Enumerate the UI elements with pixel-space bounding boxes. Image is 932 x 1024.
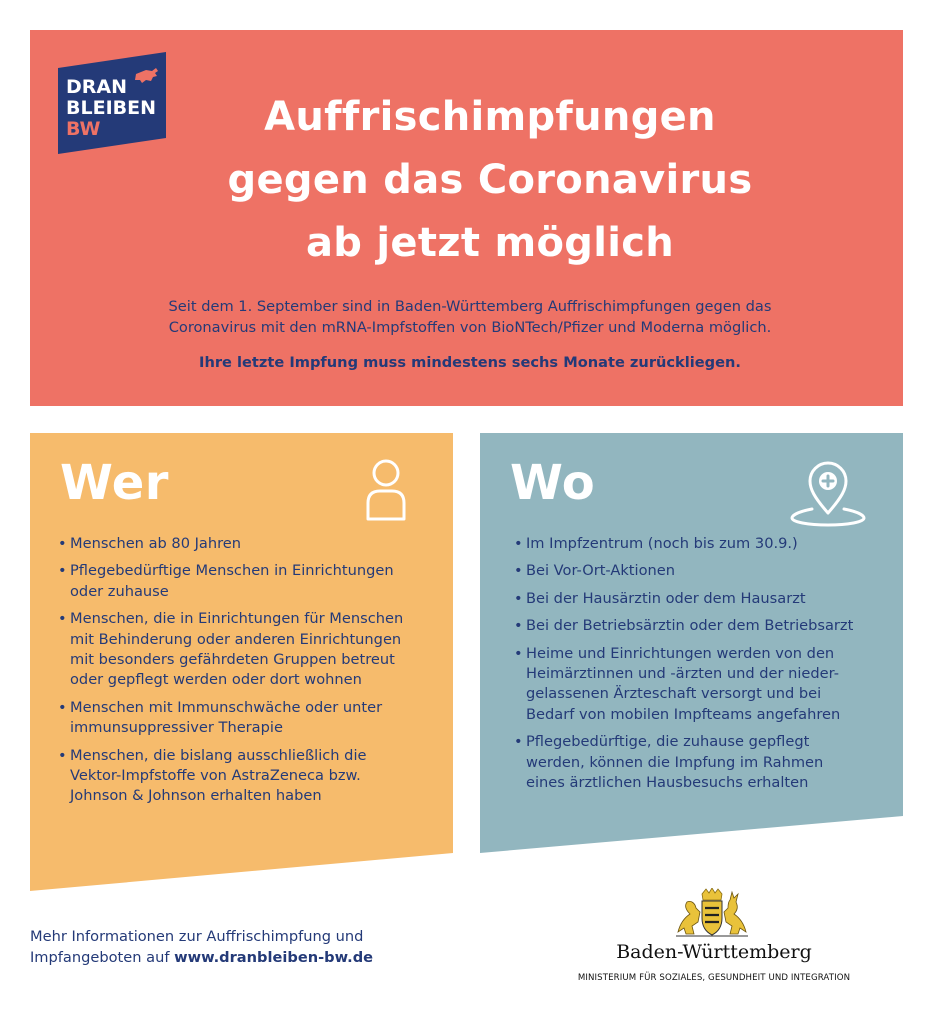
list-item-line: gelassenen Ärzteschaft versorgt und bei [526, 685, 822, 703]
hero-text-line: Seit dem 1. September sind in Baden-Württemberg Auffrischimpfungen gegen das [168, 298, 772, 315]
list-item-line: Heimärztinnen und -ärzten und der nieder- [526, 665, 839, 683]
list-item-line: • Pflegebedürftige Menschen in Einrichtungen [70, 562, 394, 580]
list-item [514, 616, 899, 636]
list-item-line: • Bei der Hausärztin oder dem Hausarzt [526, 589, 806, 607]
list-item-line: mit Behinderung oder anderen Einrichtungen [70, 630, 402, 648]
list-item-line: oder zuhause [70, 582, 169, 600]
wer-list [58, 534, 443, 814]
hero-title-line: ab jetzt möglich [305, 220, 675, 266]
list-item [58, 534, 443, 554]
list-item-line: • Menschen, die in Einrichtungen für Menschen [70, 610, 404, 628]
wer-panel [30, 433, 453, 891]
wo-title: Wo [510, 455, 596, 511]
footer-line-2-prefix: Impfangeboten auf [30, 949, 175, 966]
list-item-line: • Menschen mit Immunschwäche oder unter [70, 698, 383, 716]
list-item [514, 561, 899, 581]
list-item-line: oder gepflegt werden oder dort wohnen [70, 671, 362, 689]
location-pin-plus-icon [788, 457, 868, 527]
list-item [514, 644, 899, 726]
list-item [58, 609, 443, 691]
wer-title: Wer [60, 455, 169, 511]
list-item-line: mit besonders gefährdeten Gruppen betreut [70, 651, 395, 669]
list-item-line: Bedarf von mobilen Impfteams angefahren [526, 705, 841, 723]
list-item [58, 698, 443, 739]
hero-highlight-text: Ihre letzte Impfung muss mindestens sechs Monate zurückliegen. [199, 354, 741, 371]
list-item [58, 561, 443, 602]
list-item-line: • Pflegebedürftige, die zuhause gepflegt [526, 733, 810, 751]
list-item-line: • Menschen, die bislang ausschließlich die [70, 746, 367, 764]
list-item [58, 746, 443, 807]
list-item [514, 534, 899, 554]
hero-title-line: Auffrischimpfungen [264, 94, 716, 140]
list-item-line: immunsuppressiver Therapie [70, 719, 283, 737]
list-item-line: • Bei Vor-Ort-Aktionen [526, 562, 675, 580]
state-name: Baden-Württemberg [616, 941, 812, 963]
logo-line-1: DRAN [66, 76, 128, 98]
footer-line-1: Mehr Informationen zur Auffrischimpfung und [30, 928, 364, 945]
list-item [514, 589, 899, 609]
website-link[interactable]: www.dranbleiben-bw.de [174, 949, 374, 966]
list-item-line: • Bei der Betriebsärztin oder dem Betriebsarzt [526, 617, 854, 635]
list-item-line: Johnson & Johnson erhalten haben [70, 787, 322, 805]
hero-text-line: Coronavirus mit den mRNA-Impfstoffen von BioNTech/Pfizer und Moderna möglich. [168, 319, 772, 336]
footer-line-2 [30, 947, 450, 968]
list-item-line: • Heime und Einrichtungen werden von den [526, 644, 835, 662]
logo-line-3: BW [66, 118, 101, 140]
list-item-line: Vektor-Impfstoffe von AstraZeneca bzw. [70, 767, 361, 785]
list-item-line: • Menschen ab 80 Jahren [70, 535, 242, 552]
list-item [514, 732, 899, 793]
ministry-name: MINISTERIUM FÜR SOZIALES, GESUNDHEIT UND INTEGRATION [577, 973, 851, 983]
person-icon [362, 457, 410, 525]
hero-title [140, 86, 840, 275]
list-item-line: • Im Impfzentrum (noch bis zum 30.9.) [526, 535, 798, 552]
hero-intro-text [90, 296, 850, 338]
hero-banner [30, 30, 903, 406]
logo-line-2: BLEIBEN [66, 97, 156, 119]
wo-list [514, 534, 899, 800]
list-item-line: eines ärztlichen Hausbesuchs erhalten [526, 774, 809, 792]
hero-title-line: gegen das Coronavirus [227, 157, 753, 203]
footer-info [30, 926, 450, 968]
list-item-line: werden, können die Impfung im Rahmen [526, 753, 824, 771]
wo-panel [480, 433, 903, 853]
coat-of-arms-icon [672, 888, 752, 938]
